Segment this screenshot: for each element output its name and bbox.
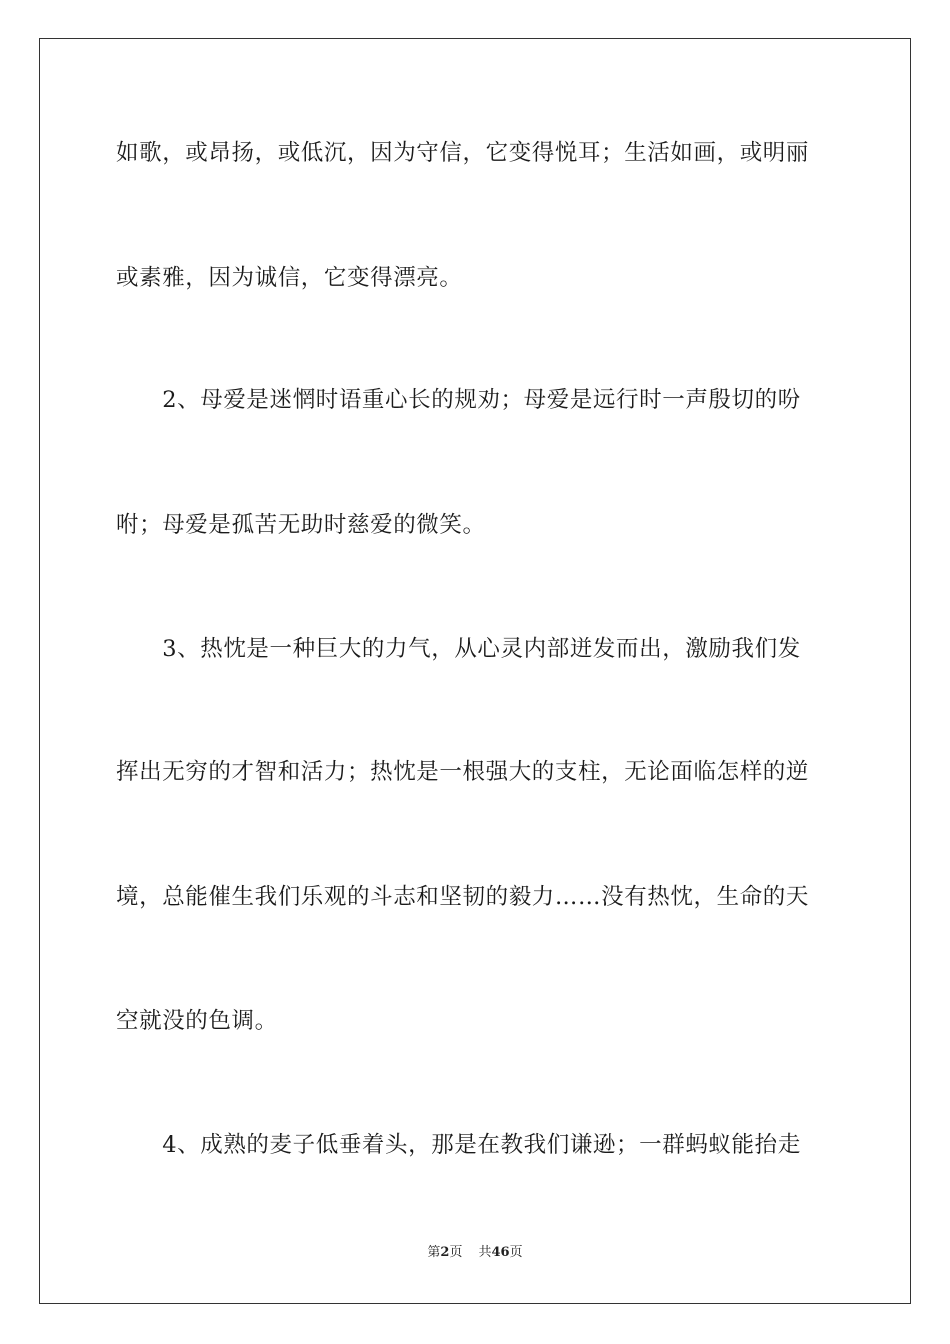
text-line-7: 境，总能催生我们乐观的斗志和坚韧的毅力……没有热忱，生命的天 xyxy=(116,884,810,910)
text-line-9: 4、成熟的麦子低垂着头，那是在教我们谦逊；一群蚂蚁能抬走 xyxy=(116,1132,801,1158)
page-footer xyxy=(0,1244,950,1262)
total-pages: 46 xyxy=(491,1245,510,1260)
text-line-2: 或素雅，因为诚信，它变得漂亮。 xyxy=(116,265,463,291)
page-suffix: 页 xyxy=(449,1245,463,1260)
page-prefix: 第 xyxy=(427,1245,441,1260)
text-line-6: 挥出无穷的才智和活力；热忱是一根强大的支柱，无论面临怎样的逆 xyxy=(116,759,810,785)
page-number: 2 xyxy=(440,1245,450,1260)
total-suffix: 页 xyxy=(509,1245,523,1260)
text-line-8: 空就没的色调。 xyxy=(116,1008,278,1034)
total-prefix: 共 xyxy=(478,1245,492,1260)
text-line-3: 2、母爱是迷惘时语重心长的规劝；母爱是远行时一声殷切的吩 xyxy=(116,387,801,413)
text-line-1: 如歌，或昂扬，或低沉，因为守信，它变得悦耳；生活如画，或明丽 xyxy=(116,140,810,166)
page-border xyxy=(39,38,911,1304)
text-line-4: 咐；母爱是孤苦无助时慈爱的微笑。 xyxy=(116,512,486,538)
text-line-5: 3、热忱是一种巨大的力气，从心灵内部迸发而出，激励我们发 xyxy=(116,636,801,662)
